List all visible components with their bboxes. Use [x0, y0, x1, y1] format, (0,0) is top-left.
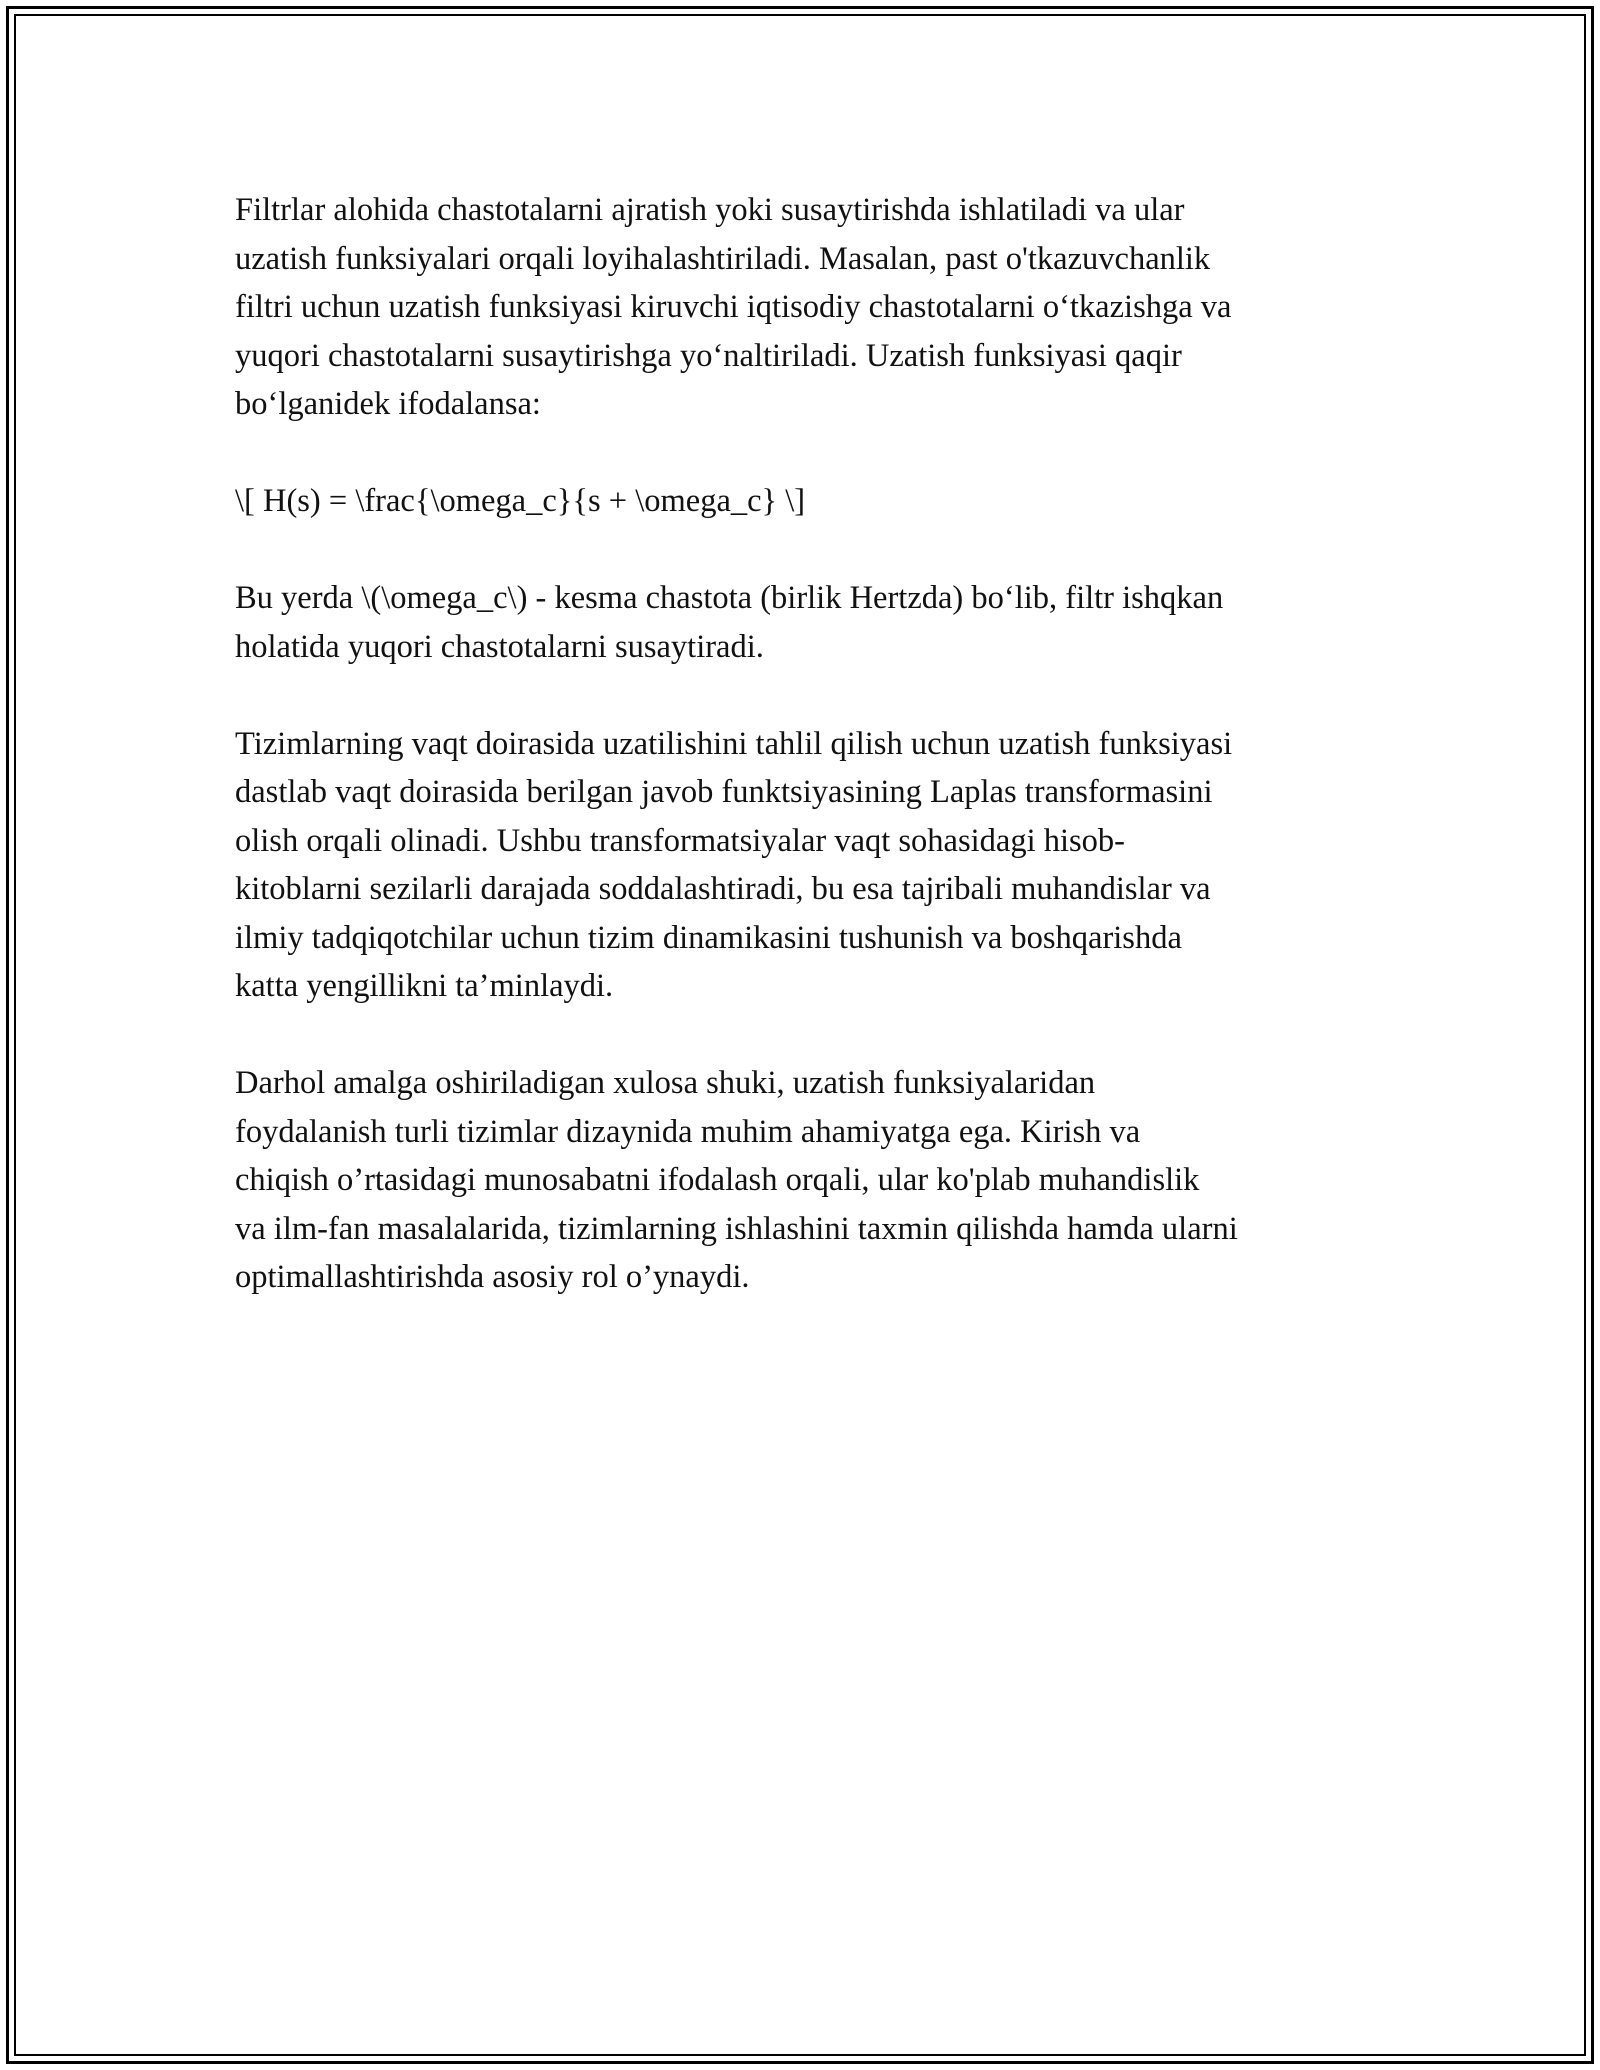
- text-line: holatida yuqori chastotalarni susaytiradi.: [235, 628, 764, 665]
- text-line: bo‘lganidek ifodalansa:: [235, 386, 541, 422]
- paragraph-formula: [235, 477, 1375, 526]
- text-line: Filtrlar alohida chastotalarni ajratish yoki susaytirishda ishlatiladi va ular: [235, 192, 1185, 228]
- text-line: olish orqali olinadi. Ushbu transformatsiyalar vaqt sohasidagi hisob-: [235, 822, 1125, 859]
- text-line: katta yengillikni ta’minlaydi.: [235, 968, 614, 1004]
- text-line: Darhol amalga oshiriladigan xulosa shuki, uzatish funksiyalaridan: [235, 1065, 1096, 1101]
- text-line: filtri uchun uzatish funksiyasi kiruvchi iqtisodiy chastotalarni o‘tkazishga va: [235, 289, 1232, 325]
- text-line: uzatish funksiyalari orqali loyihalashtiriladi. Masalan, past o'tkazuvchanlik: [235, 240, 1211, 277]
- text-line: optimallashtirishda asosiy rol o’ynaydi.: [235, 1259, 750, 1295]
- formula-line: \[ H(s) = \frac{\omega_c}{s + \omega_c} \]: [235, 483, 806, 519]
- paragraph-filters: [235, 186, 1375, 429]
- text-line: chiqish o’rtasidagi munosabatni ifodalash orqali, ular ko'plab muhandislik: [235, 1162, 1200, 1198]
- text-line: Tizimlarning vaqt doirasida uzatilishini tahlil qilish uchun uzatish funksiyasi: [235, 725, 1233, 762]
- paragraph-laplace: [235, 720, 1375, 1011]
- text-line: foydalanish turli tizimlar dizaynida muhim ahamiyatga ega. Kirish va: [235, 1113, 1141, 1150]
- paragraph-cutoff: [235, 574, 1375, 671]
- text-line: va ilm-fan masalalarida, tizimlarning ishlashini taxmin qilishda hamda ularni: [235, 1210, 1238, 1247]
- text-line: yuqori chastotalarni susaytirishga yo‘naltiriladi. Uzatish funksiyasi qaqir: [235, 337, 1182, 374]
- text-line: kitoblarni sezilarli darajada soddalashtiradi, bu esa tajribali muhandislar va: [235, 871, 1211, 907]
- paragraph-conclusion: [235, 1059, 1375, 1302]
- text-line: ilmiy tadqiqotchilar uchun tizim dinamikasini tushunish va boshqarishda: [235, 919, 1182, 956]
- text-line: dastlab vaqt doirasida berilgan javob funktsiyasining Laplas transformasini: [235, 774, 1213, 810]
- text-line: Bu yerda \(\omega_c\) - kesma chastota (birlik Hertzda) bo‘lib, filtr ishqkan: [235, 580, 1224, 616]
- document-body: [235, 186, 1375, 1350]
